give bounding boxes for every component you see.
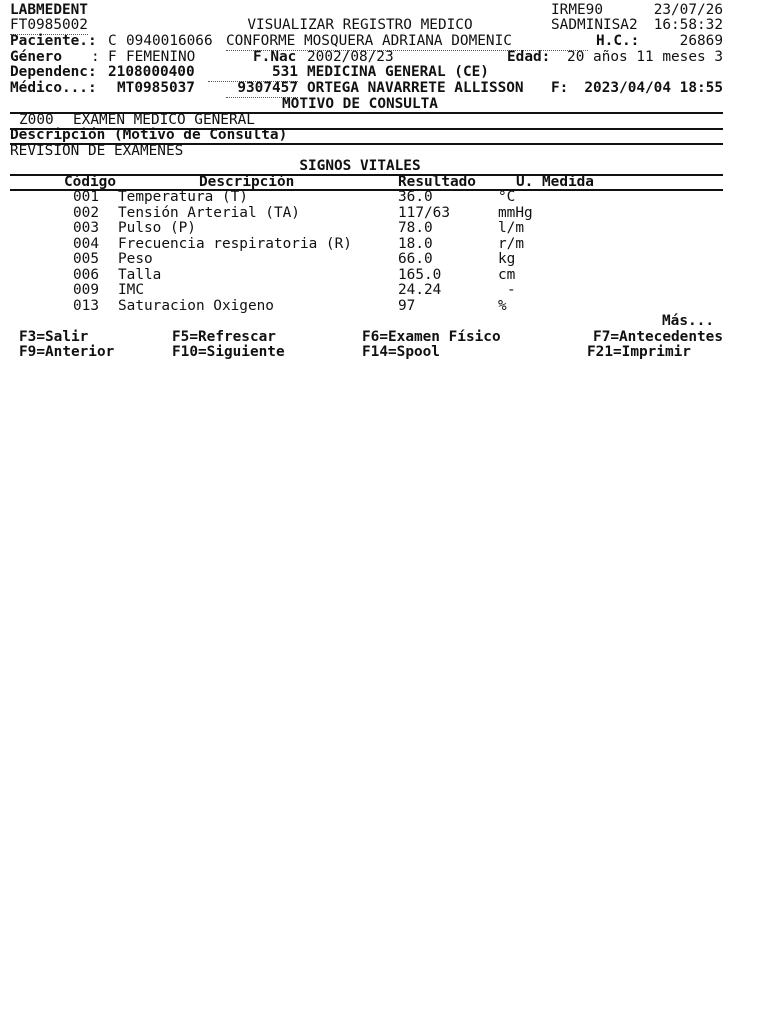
dependency-code: 2108000400 — [108, 64, 195, 80]
f3-exit-key[interactable]: F3=Salir — [19, 329, 89, 345]
vital-code: 006 — [73, 267, 99, 283]
vital-result: 66.0 — [398, 251, 433, 267]
f21-print-key[interactable]: F21=Imprimir — [587, 344, 691, 360]
vital-code: 002 — [73, 205, 99, 221]
library-name: LABMEDENT — [10, 2, 88, 18]
consultation-section-title: MOTIVO DE CONSULTA — [282, 96, 438, 112]
vital-code: 004 — [73, 236, 99, 252]
patient-id-type: C — [108, 33, 117, 49]
f9-previous-key[interactable]: F9=Anterior — [19, 344, 115, 360]
gender-separator: : — [91, 49, 100, 65]
vital-code: 013 — [73, 298, 99, 314]
consultation-description: REVISION DE EXAMENES — [10, 143, 184, 159]
system-date: 23/07/26 — [653, 2, 723, 18]
vital-code: 009 — [73, 282, 99, 298]
vital-description: Peso — [118, 251, 153, 267]
vital-description: IMC — [118, 282, 144, 298]
gender-text: FEMENINO — [126, 49, 196, 65]
divider — [10, 174, 723, 176]
vital-description: Temperatura (T) — [118, 189, 248, 205]
dependency-subcode: 531 — [208, 65, 298, 82]
vitals-section-title: SIGNOS VITALES — [299, 158, 421, 174]
system-time: 16:58:32 — [653, 17, 723, 33]
program-name: IRME90 — [551, 2, 603, 18]
doctor-code: MT0985037 — [117, 80, 195, 96]
column-header-description: Descripción — [199, 174, 295, 190]
vital-unit: °C — [498, 189, 516, 205]
vital-result: 78.0 — [398, 220, 433, 236]
vital-unit: % — [498, 298, 507, 314]
hc-number: 26869 — [679, 33, 723, 49]
terminal-screen — [0, 0, 768, 380]
vital-code: 003 — [73, 220, 99, 236]
vital-unit: - — [507, 282, 516, 298]
diagnosis-code: Z000 — [19, 112, 54, 128]
patient-name: CONFORME MOSQUERA ADRIANA DOMENIC — [226, 34, 588, 51]
vital-code: 005 — [73, 251, 99, 267]
column-header-code: Código — [64, 174, 116, 190]
f10-next-key[interactable]: F10=Siguiente — [172, 344, 285, 360]
vital-description: Tensión Arterial (TA) — [118, 205, 300, 221]
dependency-name: MEDICINA GENERAL (CE) — [307, 64, 489, 80]
patient-id-number: 0940016066 — [126, 33, 213, 49]
description-label: Descripción (Motivo de Consulta) — [10, 127, 288, 143]
column-header-result: Resultado — [398, 174, 476, 190]
gender-code: F — [108, 49, 117, 65]
vital-unit: r/m — [498, 236, 524, 252]
patient-age: 20 años 11 meses 3 — [567, 49, 723, 65]
hc-label: H.C.: — [596, 33, 640, 49]
vital-result: 165.0 — [398, 267, 442, 283]
user-name: SADMINISA2 — [551, 17, 638, 33]
f5-refresh-key[interactable]: F5=Refrescar — [172, 329, 276, 345]
more-indicator: Más... — [662, 313, 714, 329]
patient-label: Paciente.: — [10, 33, 97, 49]
doctor-label: Médico...: — [10, 80, 97, 96]
vital-result: 24.24 — [398, 282, 442, 298]
vital-unit: l/m — [498, 220, 524, 236]
f14-spool-key[interactable]: F14=Spool — [362, 344, 440, 360]
vital-result: 36.0 — [398, 189, 433, 205]
doctor-name: ORTEGA NAVARRETE ALLISSON — [307, 80, 524, 96]
age-label: Edad: — [507, 49, 551, 65]
vital-result: 18.0 — [398, 236, 433, 252]
birth-date: 2002/08/23 — [307, 49, 394, 65]
vital-description: Saturacion Oxigeno — [118, 298, 274, 314]
vital-unit: mmHg — [498, 205, 533, 221]
screen-title: VISUALIZAR REGISTRO MEDICO — [247, 17, 473, 33]
terminal-id: FT0985002 — [10, 17, 88, 33]
vital-unit: cm — [498, 267, 516, 283]
vital-unit: kg — [498, 251, 516, 267]
vital-code: 001 — [73, 189, 99, 205]
vital-description: Pulso (P) — [118, 220, 196, 236]
birth-date-label: F.Nac — [253, 49, 297, 65]
diagnosis-name: EXAMEN MEDICO GENERAL — [73, 112, 255, 128]
vital-description: Frecuencia respiratoria (R) — [118, 236, 352, 252]
consult-datetime: 2023/04/04 18:55 — [584, 80, 723, 96]
vital-description: Talla — [118, 267, 162, 283]
vital-result: 97 — [398, 298, 416, 314]
vital-result: 117/63 — [398, 205, 450, 221]
dependency-label: Dependenc: — [10, 64, 97, 80]
doctor-id: 9307457 — [226, 81, 298, 98]
f7-history-key[interactable]: F7=Antecedentes — [593, 329, 723, 345]
column-header-unit: U. Medida — [516, 174, 594, 190]
consult-date-label: F: — [551, 80, 569, 96]
gender-label: Género — [10, 49, 62, 65]
divider — [10, 189, 723, 191]
f6-physical-exam-key[interactable]: F6=Examen Físico — [362, 329, 501, 345]
